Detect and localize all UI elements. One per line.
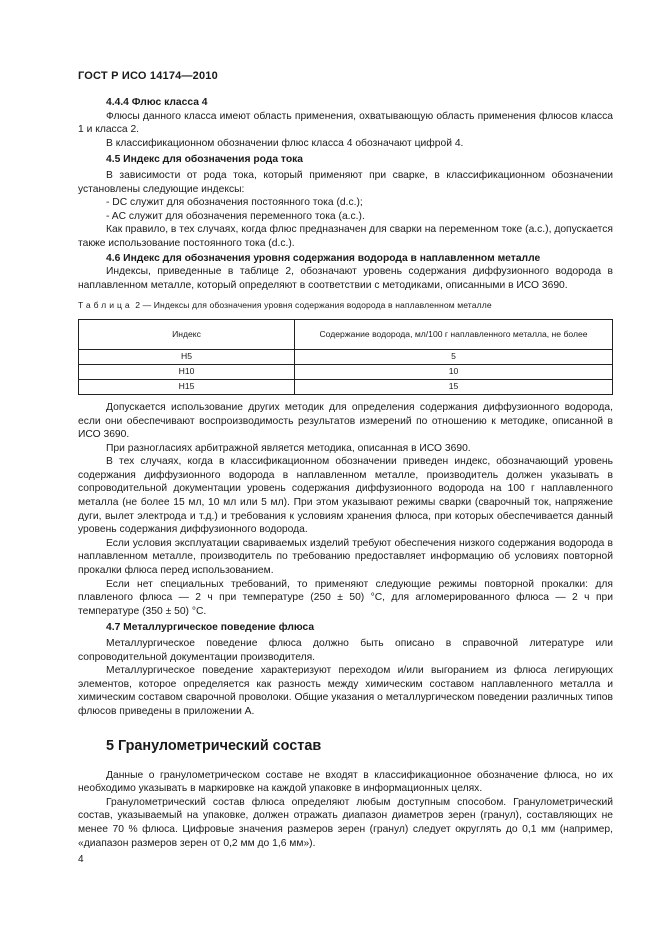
paragraph: При разногласиях арбитражной является методика, описанная в ИСО 3690. xyxy=(106,442,471,454)
heading-section-5: 5 Гранулометрический состав xyxy=(106,737,322,754)
table-cell-index: H10 xyxy=(79,364,295,379)
paragraph: Индексы, приведенные в таблице 2, обозначают уровень содержания диффузионного водорода в наплавленном металле, который определяют в соответствии с методиками, описанными в ИСО 3690. xyxy=(78,266,613,291)
heading-4-7: 4.7 Металлургическое поведение флюса xyxy=(106,622,315,634)
table-header-content: Содержание водорода, мл/100 г наплавленного металла, не более xyxy=(295,319,613,349)
heading-4-5: 4.5 Индекс для обозначения рода тока xyxy=(106,154,303,166)
table-cell-index: H5 xyxy=(79,349,295,364)
paragraph: Если нет специальных требований, то применяют следующие режимы повторной прокалки: для плавленого флюса — 2 ч при температуре (250 ± 50) °С, для агломерированного флюса — 2 ч при температуре (350 ± 50) °С. xyxy=(78,578,613,617)
paragraph: Металлургическое поведение характеризуют переходом и/или выгоранием из флюса легирующих элементов, которое определяется как разность между химическим составом наплавленного металла и химическим составом сварочной проволоки. Общие указания о металлургическом поведении различных типов флюсов приведены в приложении А. xyxy=(78,665,613,717)
table-caption-text: 2 — Индексы для обозначения уровня содержания водорода в наплавленном металле xyxy=(135,300,492,311)
table-row xyxy=(79,364,613,379)
list-item-dc: - DC служит для обозначения постоянного тока (d.c.); xyxy=(106,197,363,209)
heading-4-4-4: 4.4.4 Флюс класса 4 xyxy=(106,97,208,108)
list-item-ac: - AC служит для обозначения переменного тока (a.c.). xyxy=(106,210,365,222)
paragraph: Металлургическое поведение флюса должно быть описано в справочной литературе или сопроводительной документации производителя. xyxy=(78,638,613,663)
page-number: 4 xyxy=(78,854,84,865)
table-cell-value: 15 xyxy=(295,379,613,394)
page-content xyxy=(78,95,613,850)
table-cell-value: 10 xyxy=(295,364,613,379)
paragraph: Как правило, в тех случаях, когда флюс предназначен для сварки на переменном токе (a.c.), допускается также использование постоянного тока (d.c.). xyxy=(78,224,613,249)
table-cell-value: 5 xyxy=(295,349,613,364)
paragraph: Если условия эксплуатации свариваемых изделий требуют обеспечения низкого содержания водорода в наплавленном металле, производитель по требованию предоставляет информацию об условиях повторной прокалки флюса перед использованием. xyxy=(78,537,613,577)
paragraph: В зависимости от рода тока, который применяют при сварке, в классификационном обозначении установлены следующие индексы: xyxy=(78,169,613,195)
running-header: ГОСТ Р ИСО 14174—2010 xyxy=(78,70,218,82)
paragraph: Допускается использование других методик для определения содержания диффузионного водорода, если они обеспечивают воспроизводимость результатов измерений по отношению к методике, описанной в ИСО 3690. xyxy=(78,401,613,441)
paragraph: Флюсы данного класса имеют область применения, охватывающую область применения флюсов класса 1 и класса 2. xyxy=(78,110,613,136)
heading-4-6: 4.6 Индекс для обозначения уровня содержания водорода в наплавленном металле xyxy=(106,252,541,264)
paragraph: В классификационном обозначении флюс класса 4 обозначают цифрой 4. xyxy=(106,137,464,149)
table-caption-word: Таблица xyxy=(78,300,133,311)
table-caption xyxy=(78,299,613,313)
table-cell-index: H15 xyxy=(79,379,295,394)
table-header-index: Индекс xyxy=(79,319,295,349)
table-row xyxy=(79,349,613,364)
hydrogen-index-table xyxy=(78,319,613,395)
table-header-row xyxy=(79,319,613,349)
paragraph: В тех случаях, когда в классификационном обозначении приведен индекс, обозначающий уровень содержания диффузионного водорода в наплавленном металле, производитель должен указывать в сопроводительной документации уровень содержания диффузионного водорода на 100 г наплавленного металла (не более 15 мл, 10 мл или 5 мл). При этом указывают режимы сварки (сварочный ток, напряжение дуги, вылет электрода и т.д.) и требования к условиям хранения флюса, при которых обеспечивается данный уровень содержания диффузионного водорода. xyxy=(78,456,613,536)
paragraph: Гранулометрический состав флюса определяют любым доступным способом. Гранулометрический состав, указываемый на упаковке, должен отражать диапазон диаметров зерен (гранул), составляющих не менее 70 % флюса. Цифровые значения размеров зерен (гранул) следует округлять до 0,1 мм (например, «диапазон размеров зерен от 0,2 мм до 1,6 мм»). xyxy=(78,796,613,849)
paragraph: Данные о гранулометрическом составе не входят в классификационное обозначение флюса, но их необходимо указывать в маркировке на каждой упаковке в информационных целях. xyxy=(78,769,613,795)
table-row xyxy=(79,379,613,394)
